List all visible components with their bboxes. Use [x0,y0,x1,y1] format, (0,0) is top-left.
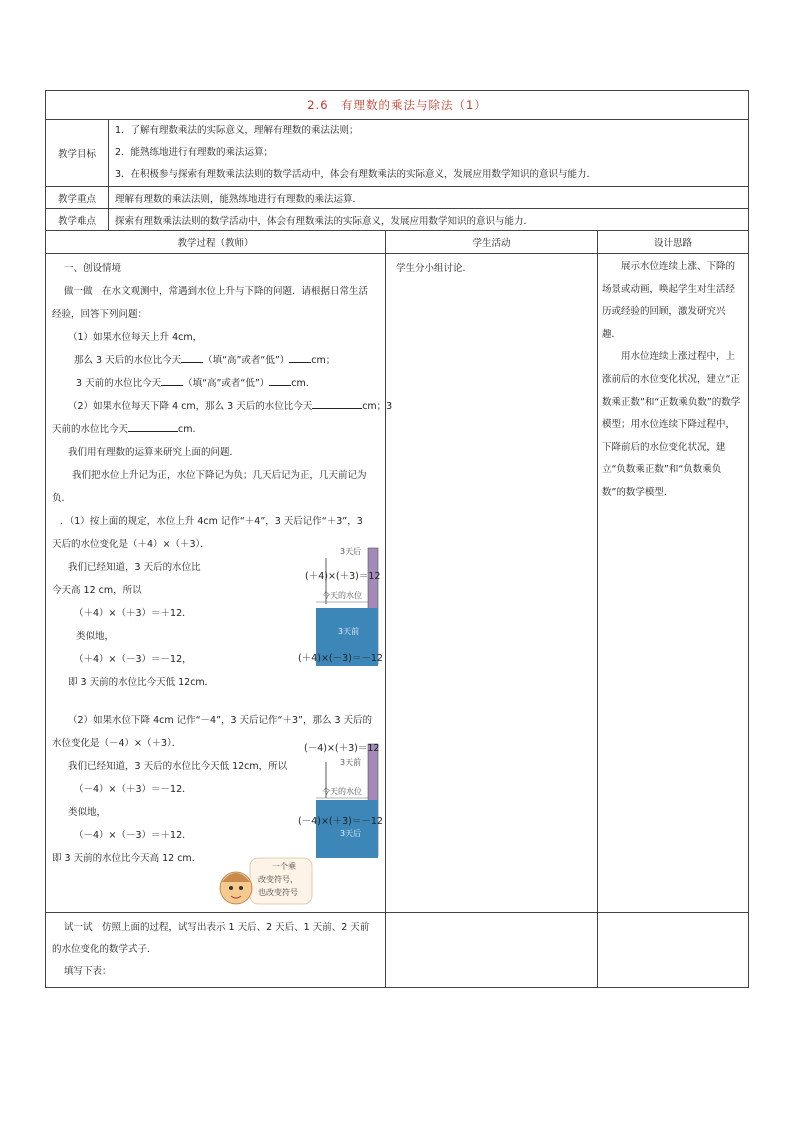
bubble-text-line: 也改变符号 [258,888,298,897]
text-line: 经验，回答下列问题： [52,309,148,320]
design-idea-empty-cell [598,913,749,988]
character-hair [222,873,250,882]
text-line: 负． [52,493,72,504]
text-line: 做一做 在水文观测中，常遇到水位上升与下降的问题．请根据日常生活 [64,286,369,297]
objectives-label: 教学目标 [46,120,109,187]
design-idea-cell [598,254,749,913]
text-line: 的水位变化的数学式子． [52,944,157,955]
text-line: （2）如果水位下降 4cm 记作“－4”，3 天后记作“＋3”，那么 3 天后的 [68,715,373,726]
text-line: 即 3 天前的水位比今天高 12 cm． [52,853,202,864]
text-line: ．（1）按上面的规定，水位上升 4cm 记作“＋4”，3 天后记作“＋3”，3 [60,516,363,527]
design-paragraph: 展示水位连续上涨、下降的场景或动画，唤起学生对生活经历或经验的回顾，激发研究兴趣． [602,261,736,340]
figure1-bottom-equation: (＋4)×(－3)＝－12 [298,653,383,664]
teaching-process-cell [46,254,393,913]
objective-item: 1．了解有理数乘法的实际意义，理解有理数的乘法法则； [115,125,359,136]
text-line: 我们已经知道，3 天后的水位比今天低 12cm，所以 [68,761,288,772]
character-eye [239,886,243,890]
text-line: 填写下表： [64,966,112,977]
equation-line: （＋4）×（－3）＝－12， [74,654,192,665]
figure2-bottom-equation: (－4)×(＋3)＝－12 [298,816,383,827]
text-line: 我们用有理数的运算来研究上面的问题． [68,447,240,458]
bubble-text-line: 一个乘 [272,862,296,871]
text-line: 那么 3 天后的水位比今天 （填“高”或者“低”） cm； [74,352,335,366]
text-line: 试一试 仿照上面的过程，试写出表示 1 天后、2 天后、1 天前、2 天前 [64,922,370,933]
figure1-top-equation: (＋4)×(＋3)＝12 [305,571,381,582]
student-activity-empty-cell [386,913,598,988]
difficulties-label: 教学难点 [46,209,109,231]
text-line: （2）如果水位每天下降 4 cm，那么 3 天后的水位比今天 cm；3 [68,398,392,412]
design-column-header: 设计思路 [598,231,749,254]
figure2-bottom-label: 3天后 [340,829,362,838]
text-line: 我们把水位上升记为正，水位下降记为负；几天后记为正，几天前记为 [72,470,367,481]
figure2-mid-label: 今天的水位 [322,787,362,796]
design-paragraph: 用水位连续上涨过程中，上涨前后的水位变化状况，建立“正数乘正数”和“正数乘负数”的数学模型；用水位连续下降过程中，下降前后的水位变化状况，建立“负数乘正数”和“负数乘负数”的数学模型． [602,351,741,498]
text-line: 天后的水位变化是（＋4）×（＋3）． [52,539,210,550]
equation-line: （＋4）×（＋3）＝＋12． [74,608,192,619]
key-points-label: 教学重点 [46,187,109,209]
figure2-top-label: 3天前 [340,758,362,767]
equation-line: （－4）×（－3）＝＋12． [74,830,192,841]
objective-item: 2．能熟练地进行有理数的乘法运算； [115,147,274,158]
lesson-title: 2.6 有理数的乘法与除法（1） [46,91,749,120]
figure2-top-equation: (－4)×(＋3)＝12 [304,743,380,754]
text-line: 今天高 12 cm，所以 [52,585,142,596]
figure1-mid-label: 今天的水位 [322,591,362,600]
lesson-plan-table [45,90,749,988]
text-line: 即 3 天前的水位比今天低 12cm． [68,677,215,688]
difficulties-text: 探索有理数乘法法则的数学活动中，体会有理数乘法的实际意义，发展应用数学知识的意识与能力． [109,209,749,231]
section-heading: 一、创设情境 [64,263,122,274]
equation-line: （－4）×（＋3）＝－12． [74,784,192,795]
student-activity-cell: 学生分小组讨论． [386,254,598,913]
key-points-text: 理解有理数的乘法法则，能熟练地进行有理数的乘法运算． [109,187,749,209]
text-line: 水位变化是（－4）×（＋3）． [52,738,182,749]
student-column-header: 学生活动 [386,231,598,254]
figure1-bottom-label: 3天前 [338,627,360,636]
text-line: 天前的水位比今天 cm. [52,421,196,435]
try-it-cell [46,913,386,988]
character-eye [229,886,233,890]
objectives-content [109,120,749,187]
bubble-text-line: 改变符号， [258,875,298,884]
text-line: 我们已经知道，3 天后的水位比 [68,562,201,573]
text-line: 类似地， [68,807,107,818]
teacher-column-header: 教学过程（教师） [46,231,386,254]
figure1-top-label: 3天后 [340,547,362,556]
text-line: （1）如果水位每天上升 4cm， [68,332,203,343]
objective-item: 3．在积极参与探索有理数乘法法则的数学活动中，体会有理数乘法的实际意义，发展应用数学知识的意识与能力． [115,169,597,180]
text-line: 3 天前的水位比今天 （填“高”或者“低”） cm. [76,375,309,389]
text-line: 类似地， [76,631,115,642]
